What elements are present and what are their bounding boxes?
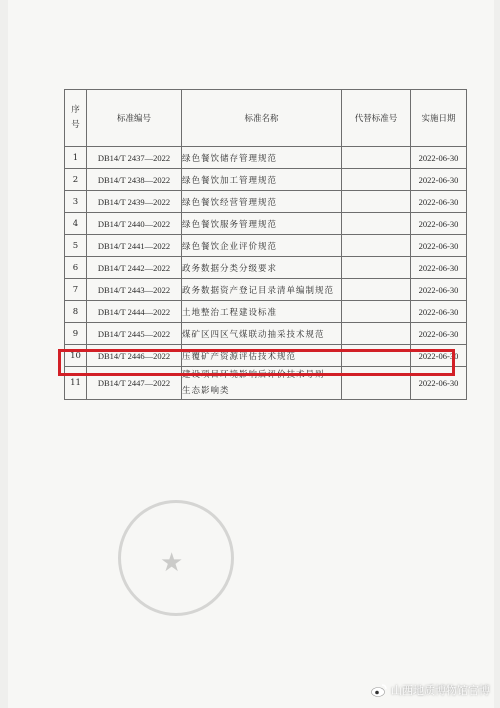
row-date: 2022-06-30 (411, 147, 467, 169)
row-code: DB14/T 2447—2022 (87, 367, 182, 400)
highlight-box (58, 349, 455, 376)
row-code: DB14/T 2445—2022 (87, 323, 182, 345)
header-seq-line2: 号 (71, 120, 80, 130)
row-index: 6 (65, 257, 87, 279)
row-code: DB14/T 2442—2022 (87, 257, 182, 279)
row-replaced (342, 191, 411, 213)
row-date: 2022-06-30 (411, 169, 467, 191)
row-code: DB14/T 2437—2022 (87, 147, 182, 169)
row-replaced (342, 147, 411, 169)
row-code: DB14/T 2446—2022 (87, 345, 182, 367)
table-row (65, 213, 467, 235)
row-date: 2022-06-30 (411, 257, 467, 279)
row-name: 煤矿区四区气煤联动抽采技术规范 (182, 323, 342, 345)
row-name-line2: 生态影响类 (182, 386, 230, 396)
row-date: 2022-06-30 (411, 301, 467, 323)
row-date: 2022-06-30 (411, 213, 467, 235)
row-index: 7 (65, 279, 87, 301)
row-index: 10 (65, 345, 87, 367)
header-replaced: 代替标准号 (342, 90, 411, 147)
row-replaced (342, 257, 411, 279)
table-row (65, 323, 467, 345)
row-replaced (342, 235, 411, 257)
row-name: 绿色餐饮服务管理规范 (182, 213, 342, 235)
table-row (65, 147, 467, 169)
table-row (65, 169, 467, 191)
row-index: 11 (65, 367, 87, 400)
table-row (65, 235, 467, 257)
row-date: 2022-06-30 (411, 191, 467, 213)
row-date: 2022-06-30 (411, 235, 467, 257)
row-name: 政务数据资产登记目录清单编制规范 (182, 279, 342, 301)
row-name: 政务数据分类分级要求 (182, 257, 342, 279)
header-seq (65, 90, 87, 147)
header-seq-line1: 序 (71, 105, 80, 115)
header-row (65, 90, 467, 147)
watermark (371, 682, 490, 698)
row-name: 绿色餐饮企业评价规范 (182, 235, 342, 257)
row-replaced (342, 169, 411, 191)
table-row (65, 301, 467, 323)
row-name: 土地整治工程建设标准 (182, 301, 342, 323)
row-replaced (342, 279, 411, 301)
row-date: 2022-06-30 (411, 367, 467, 400)
row-code: DB14/T 2438—2022 (87, 169, 182, 191)
row-index: 9 (65, 323, 87, 345)
header-name: 标准名称 (182, 90, 342, 147)
table-row (65, 257, 467, 279)
weibo-icon (371, 683, 387, 697)
watermark-text: 山西地质博物馆官博 (391, 684, 490, 697)
row-replaced (342, 323, 411, 345)
row-date: 2022-06-30 (411, 323, 467, 345)
row-name: 绿色餐饮经营管理规范 (182, 191, 342, 213)
row-index: 5 (65, 235, 87, 257)
row-index: 8 (65, 301, 87, 323)
row-replaced (342, 213, 411, 235)
row-index: 1 (65, 147, 87, 169)
row-index: 3 (65, 191, 87, 213)
seal-star-icon: ★ (160, 548, 184, 578)
row-code: DB14/T 2444—2022 (87, 301, 182, 323)
row-code: DB14/T 2439—2022 (87, 191, 182, 213)
header-date: 实施日期 (411, 90, 467, 147)
row-name-line1: 建设项目环境影响后评价技术导则 (182, 370, 325, 380)
row-date: 2022-06-30 (411, 345, 467, 367)
row-code: DB14/T 2440—2022 (87, 213, 182, 235)
row-index: 4 (65, 213, 87, 235)
row-code: DB14/T 2443—2022 (87, 279, 182, 301)
table-row (65, 279, 467, 301)
row-name: 压覆矿产资源评估技术规范 (182, 345, 342, 367)
row-date: 2022-06-30 (411, 279, 467, 301)
row-index: 2 (65, 169, 87, 191)
row-name: 绿色餐饮储存管理规范 (182, 147, 342, 169)
row-replaced (342, 301, 411, 323)
row-name: 绿色餐饮加工管理规范 (182, 169, 342, 191)
header-code: 标准编号 (87, 90, 182, 147)
row-code: DB14/T 2441—2022 (87, 235, 182, 257)
table-row (65, 191, 467, 213)
